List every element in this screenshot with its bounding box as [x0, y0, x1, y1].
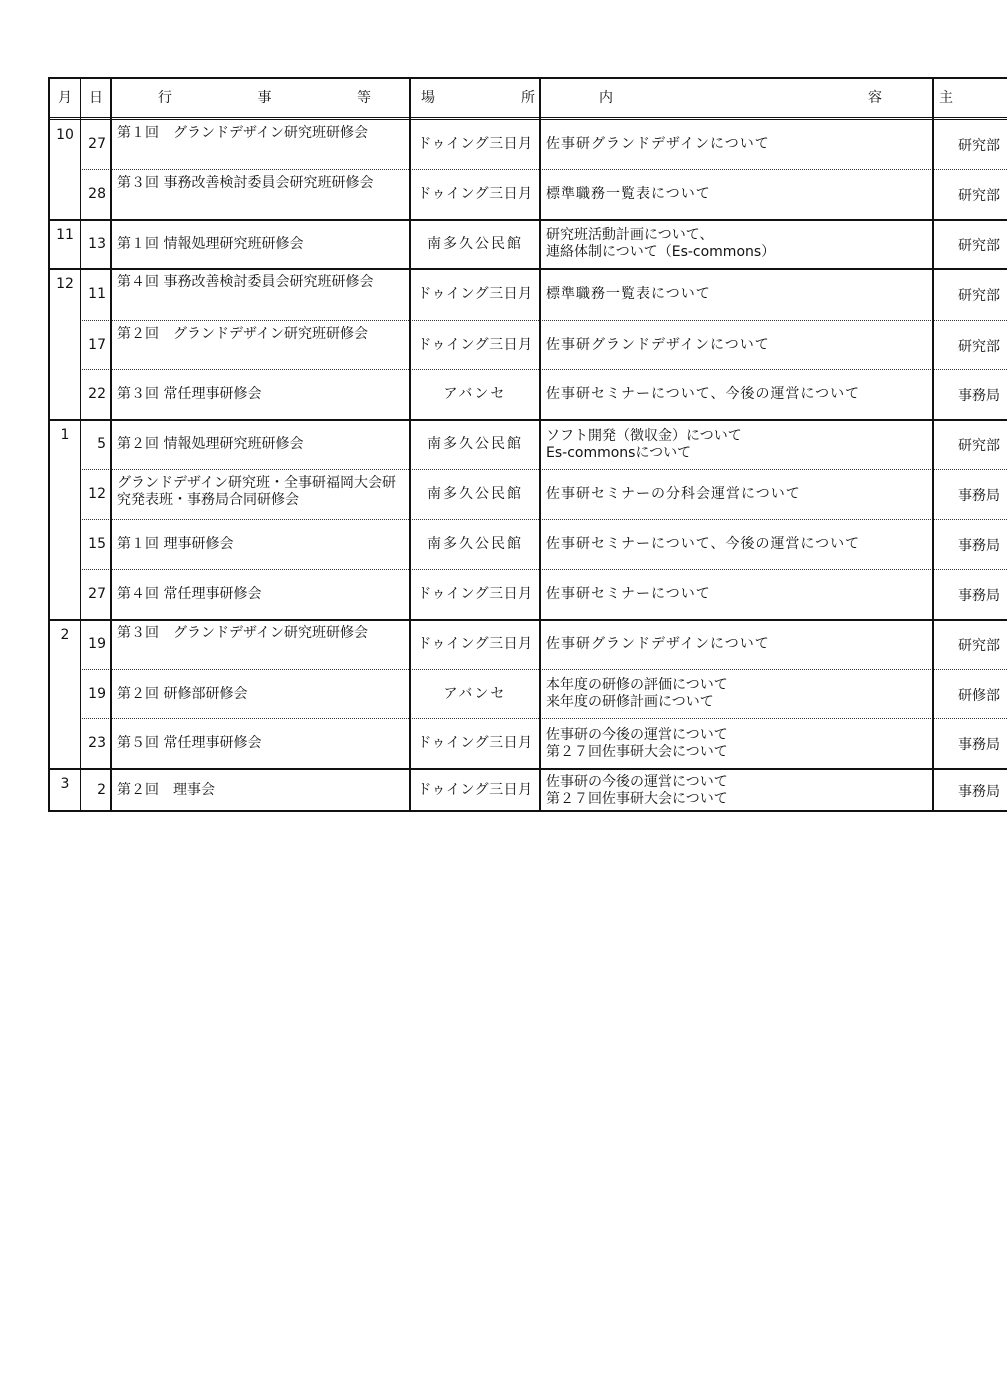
row-divider: [80, 320, 1007, 321]
content-cell: [541, 221, 932, 267]
place-cell: ドゥイング三日月: [417, 586, 533, 602]
header-event: [112, 79, 409, 117]
event-cell: 第４回 常任理事研修会: [117, 586, 262, 602]
row-divider: [80, 369, 1007, 370]
header-event-char-1: 行: [158, 89, 172, 106]
content-line: 標準職務一覧表について: [546, 286, 711, 302]
content-line: 佐事研グランドデザインについて: [546, 636, 770, 652]
day-cell: 28: [88, 186, 106, 202]
content-line: 第２７回佐事研大会について: [546, 743, 728, 760]
content-line: Es-commonsについて: [546, 444, 692, 461]
col-divider-day: [110, 78, 112, 812]
event-cell: グランドデザイン研究班・全事研福岡大会研究発表班・事務局合同研修会: [117, 475, 397, 508]
place-cell: アバンセ: [443, 386, 507, 402]
month-divider: [48, 268, 1007, 270]
event-cell: 第２回 理事会: [117, 782, 215, 798]
place-cell: ドゥイング三日月: [417, 286, 533, 302]
host-cell: 事務局: [958, 388, 1000, 404]
content-cell: [541, 322, 932, 368]
content-line: 佐事研セミナーについて、今後の運営について: [546, 386, 861, 402]
content-cell: [541, 171, 932, 218]
place-cell: 南多久公民館: [427, 235, 523, 252]
content-cell: [541, 621, 932, 668]
content-line: 佐事研セミナーの分科会運営について: [546, 486, 801, 502]
event-cell: 第５回 常任理事研修会: [117, 735, 262, 751]
header-place: [411, 79, 539, 117]
host-cell: 研修部: [958, 687, 1000, 704]
host-cell: 研究部: [958, 288, 1000, 304]
row-divider: [80, 718, 1007, 719]
day-cell: 27: [88, 586, 106, 602]
header-content-char-2: 容: [868, 89, 882, 106]
day-cell: 5: [97, 436, 106, 452]
place-cell: アバンセ: [443, 685, 507, 702]
header-event-char-2: 事: [257, 89, 272, 106]
host-cell: 事務局: [958, 784, 1000, 800]
row-divider: [80, 169, 1007, 170]
month-cell: 10: [56, 127, 74, 143]
content-line: 佐事研セミナーについて、今後の運営について: [546, 536, 861, 552]
header-content-char-1: 内: [599, 89, 613, 106]
month-cell: 3: [60, 776, 70, 792]
host-cell: 研究部: [958, 338, 1000, 355]
place-cell: ドゥイング三日月: [417, 735, 533, 751]
host-cell: 事務局: [958, 538, 1000, 554]
row-divider: [80, 469, 1007, 470]
content-line: 標準職務一覧表について: [546, 186, 711, 202]
content-line: 佐事研セミナーについて: [546, 586, 711, 602]
row-divider: [80, 569, 1007, 570]
host-cell: 研究部: [958, 188, 1000, 204]
day-cell: 12: [88, 486, 106, 502]
header-place-char-2: 所: [521, 89, 535, 106]
col-divider-month: [80, 78, 81, 812]
event-cell: 第２回 情報処理研究班研修会: [117, 436, 304, 452]
place-cell: 南多久公民館: [427, 436, 523, 452]
month-divider: [48, 619, 1007, 621]
host-cell: 事務局: [958, 488, 1000, 504]
content-line: 本年度の研修の評価について: [546, 677, 728, 693]
col-divider-content: [932, 78, 934, 812]
event-cell: 第１回 情報処理研究班研修会: [117, 235, 304, 252]
day-cell: 27: [88, 136, 106, 152]
content-line: 佐事研の今後の運営について: [546, 773, 728, 790]
host-cell: 研究部: [958, 237, 1000, 254]
host-cell: 研究部: [958, 638, 1000, 654]
event-cell: 第１回 理事研修会: [117, 536, 234, 552]
content-cell: [541, 671, 932, 717]
content-cell: [541, 521, 932, 568]
day-cell: 22: [88, 386, 106, 402]
place-cell: ドゥイング三日月: [417, 336, 533, 353]
content-line: 第２７回佐事研大会について: [546, 790, 728, 807]
event-cell: 第４回 事務改善検討委員会研究班研修会: [117, 274, 374, 290]
content-cell: [541, 471, 932, 518]
content-line: 佐事研グランドデザインについて: [546, 136, 770, 152]
place-cell: 南多久公民館: [427, 536, 523, 552]
content-line: 来年度の研修計画について: [546, 694, 714, 710]
day-cell: 2: [97, 782, 106, 798]
place-cell: ドゥイング三日月: [417, 186, 533, 202]
header-divider: [48, 117, 1007, 120]
day-cell: 11: [88, 286, 106, 302]
content-cell: [541, 770, 932, 811]
month-cell: 12: [56, 276, 74, 292]
header-content: [541, 79, 932, 117]
place-cell: ドゥイング三日月: [417, 636, 533, 652]
content-cell: [541, 371, 932, 418]
place-cell: 南多久公民館: [427, 486, 523, 502]
event-cell: 第３回 常任理事研修会: [117, 386, 262, 402]
content-cell: [541, 270, 932, 319]
place-cell: ドゥイング三日月: [417, 782, 533, 798]
event-cell: 第１回 グランドデザイン研究班研修会: [117, 125, 369, 141]
content-line: 佐事研の今後の運営について: [546, 726, 728, 743]
month-cell: 1: [60, 427, 70, 443]
host-cell: 研究部: [958, 438, 1000, 454]
content-cell: [541, 720, 932, 767]
day-cell: 19: [88, 685, 106, 702]
month-divider: [48, 219, 1007, 221]
content-line: ソフト開発（徴収金）について: [546, 427, 742, 444]
content-cell: [541, 421, 932, 468]
header-event-char-3: 等: [357, 89, 371, 106]
header-day: 日: [89, 89, 103, 106]
row-divider: [80, 669, 1007, 670]
host-cell: 事務局: [958, 737, 1000, 753]
header-host: 主: [939, 89, 953, 106]
col-divider-place: [539, 78, 541, 812]
month-divider: [48, 768, 1007, 770]
month-divider: [48, 419, 1007, 421]
day-cell: 13: [88, 235, 106, 252]
event-cell: 第３回 グランドデザイン研究班研修会: [117, 625, 369, 641]
day-cell: 19: [88, 636, 106, 652]
content-cell: [541, 121, 932, 168]
col-divider-event: [409, 78, 411, 812]
day-cell: 15: [88, 536, 106, 552]
event-cell: 第２回 グランドデザイン研究班研修会: [117, 326, 369, 342]
day-cell: 23: [88, 735, 106, 751]
day-cell: 17: [88, 336, 106, 353]
host-cell: 事務局: [958, 588, 1000, 604]
content-cell: [541, 571, 932, 618]
row-divider: [80, 519, 1007, 520]
month-cell: 11: [56, 227, 74, 243]
event-cell: 第３回 事務改善検討委員会研究班研修会: [117, 175, 374, 191]
content-line: 佐事研グランドデザインについて: [546, 336, 770, 353]
month-cell: 2: [60, 627, 70, 643]
place-cell: ドゥイング三日月: [417, 136, 533, 152]
header-month: 月: [58, 89, 72, 106]
host-cell: 研究部: [958, 138, 1000, 154]
header-place-char-1: 場: [421, 89, 435, 106]
event-cell: 第２回 研修部研修会: [117, 685, 248, 702]
content-line: 研究班活動計画について、: [546, 227, 714, 243]
content-line: 連絡体制について（Es-commons）: [546, 244, 776, 260]
